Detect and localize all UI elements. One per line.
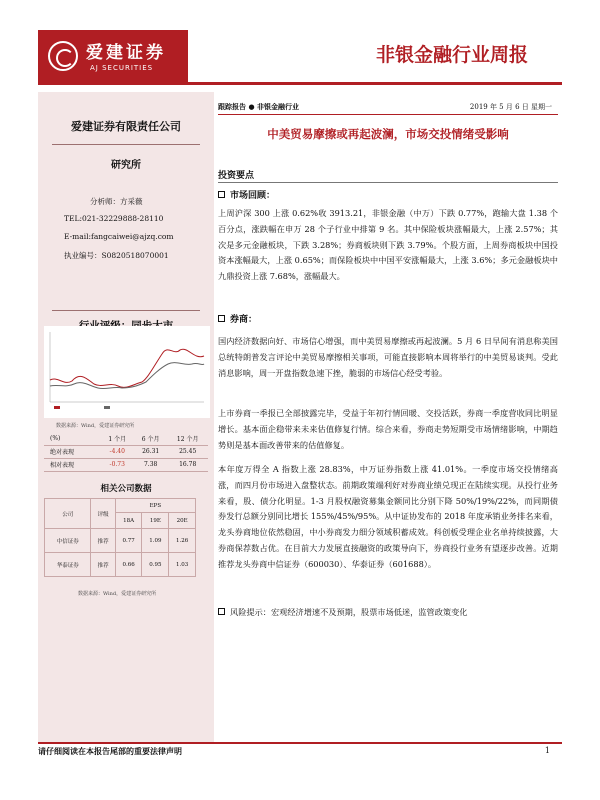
table-row (44, 458, 208, 471)
index-trend-chart (44, 326, 210, 418)
table-header-cell: 评级 (91, 499, 115, 529)
broker-paragraph-2: 上市券商一季报已全部披露完毕，受益于年初行情回暖、交投活跃，券商一季度营收同比明显增长。基本面企稳带来未来估值修复行情。综合来看，券商走势短期受市场情绪影响，中期趋势则是基本面改善带来的估值修复。 (218, 408, 558, 450)
table-cell: 1.03 (169, 553, 196, 577)
brand-logo (38, 30, 188, 82)
brand-name-cn: 爱建证券 (86, 43, 166, 63)
table-header-cell: 公司 (45, 499, 91, 529)
brand-logo-icon (48, 41, 78, 71)
broker-paragraph-3: 本年度万得全 A 指数上涨 28.83%，中万证券指数上涨 41.01%。一季度市场交投情绪高涨，而四月份市场进入盘整状态。前期政策端利好对券商业绩兑现正在陆续实现。从投行业务来看，股、债分化明显。1-3 月股权融资募集金额同比分别下降 50%/19%/22%，而同期债券发行总额分别同比增长 155%/45%/95%。从中证协发布的 2018 年度承销业务排名来看，龙头券商地位依然稳固，中小券商发力细分领域积蓄成效。科创板受理企业名单持续披露，大券商保荐数占优。在目前大力发展直接融资的政策导向下，券商投行业务有望逐步改善。近期推荐龙头券商中信证券（600030）、华泰证券（601688）。 (218, 464, 558, 569)
page-number: 1 (544, 746, 550, 755)
footer-divider (38, 742, 562, 744)
company-name: 爱建证券有限责任公司 (71, 120, 181, 133)
key-points-divider (218, 182, 558, 183)
market-paragraph: 上周沪深 300 上涨 0.62%收 3913.21，非银金融（中万）下跌 0.77%，跑输大盘 1.38 个百分点，涨跌幅在申万 28 个子行业中排第 9 名。其中保险板块涨幅最大，上涨 2.57%；其次是多元金融板块，下跌 3.28%；券商板块则下跌 3.79%。个股方面，上周券商板块中国投资本涨幅最大，上涨 0.65%；而保险板块中中国平安涨幅最大，上涨 3.6%；多元金融板块中九鼎投资上涨 7.68%，涨幅最大。 (218, 208, 558, 282)
table-header-row (45, 499, 196, 513)
table-header-cell: 19E (142, 513, 169, 529)
section-broker (218, 312, 257, 325)
key-points-label: 投资要点 (218, 171, 255, 181)
table-header-row (44, 432, 208, 445)
header-divider (38, 82, 562, 85)
table-row (45, 529, 196, 553)
related-companies-title: 相关公司数据 (100, 484, 152, 494)
checkbox-icon (218, 315, 225, 322)
risk-text: 风险提示：宏观经济增速不及预期，股票市场低迷，监管政策变化 (230, 607, 468, 617)
performance-table (44, 432, 208, 472)
meta-divider (218, 114, 558, 115)
table-cell: 16.78 (167, 458, 208, 471)
table-header-cell: 1 个月 (101, 432, 134, 445)
broker-paragraph-1: 国内经济数据向好、市场信心增强，而中美贸易摩擦或再起波澜。5 月 6 日早间有消息称美国总统特朗普发言评论中美贸易摩擦相关事项，可能直接影响本周将举行的中美贸易谈判。受此消息影响，周一开盘指数急速下挫，脆弱的市场信心经受考验。 (218, 336, 558, 378)
sidebar-divider (52, 310, 200, 311)
section-title: 市场回顾： (230, 191, 276, 201)
report-title: 非银金融行业周报 (375, 44, 528, 66)
related-source: 数据来源：Wind，爱建证券研究所 (78, 591, 157, 597)
table-cell: 1.26 (169, 529, 196, 553)
risk-warning (218, 607, 467, 618)
brand-name-en: AJ SECURITIES (90, 64, 154, 72)
analyst-license: 执业编号：S0820518070001 (64, 251, 169, 260)
table-cell: -4.40 (101, 445, 134, 458)
table-cell: 0.77 (115, 529, 142, 553)
table-cell: 26.31 (134, 445, 167, 458)
section-market (218, 188, 275, 201)
report-date: 2019 年 5 月 6 日 星期一 (469, 103, 552, 111)
nonbank-index-line (50, 349, 204, 387)
rating-cell: 推荐 (91, 529, 115, 553)
trend-chart-svg (44, 326, 210, 418)
checkbox-icon (218, 191, 225, 198)
rating-cell: 推荐 (91, 553, 115, 577)
table-header-cell: EPS (115, 499, 195, 513)
table-header-cell: 18A (115, 513, 142, 529)
table-header-cell: (%) (44, 432, 101, 445)
table-cell: 0.95 (142, 553, 169, 577)
headline: 中美贸易摩擦或再起波澜，市场交投情绪受影响 (267, 127, 509, 141)
table-header-cell: 12 个月 (167, 432, 208, 445)
table-cell: -0.73 (101, 458, 134, 471)
company-cell: 中信证券 (45, 529, 91, 553)
table-row (44, 445, 208, 458)
legend-swatch-hs300 (104, 406, 110, 409)
related-companies-table (44, 498, 196, 577)
company-cell: 华泰证券 (45, 553, 91, 577)
analyst-name: 分析师：方采薇 (90, 197, 143, 206)
table-cell: 1.09 (142, 529, 169, 553)
row-label: 绝对表现 (44, 445, 101, 458)
chart-source: 数据来源：Wind，爱建证券研究所 (56, 423, 135, 429)
section-title: 券商： (230, 315, 258, 325)
analyst-email[interactable]: E-mail:fangcaiwei@ajzq.com (64, 232, 174, 241)
table-cell: 0.66 (115, 553, 142, 577)
table-cell: 25.45 (167, 445, 208, 458)
checkbox-icon (218, 608, 225, 615)
report-type: 跟踪报告 (218, 102, 246, 111)
table-cell: 7.38 (134, 458, 167, 471)
legal-disclaimer-link[interactable]: 请仔细阅读在本报告尾部的重要法律声明 (38, 747, 182, 756)
table-header-cell: 20E (169, 513, 196, 529)
row-label: 相对表现 (44, 458, 101, 471)
report-industry: 非银金融行业 (256, 102, 299, 111)
sidebar-divider (52, 144, 200, 145)
table-row (45, 553, 196, 577)
legend-swatch-nonbank (54, 406, 60, 409)
hs300-index-line (50, 363, 204, 389)
analyst-tel: TEL:021-32229888-28110 (64, 214, 164, 223)
bullet-icon: ● (248, 102, 255, 111)
table-header-cell: 6 个月 (134, 432, 167, 445)
research-dept: 研究所 (111, 160, 141, 171)
report-tag (218, 102, 299, 112)
